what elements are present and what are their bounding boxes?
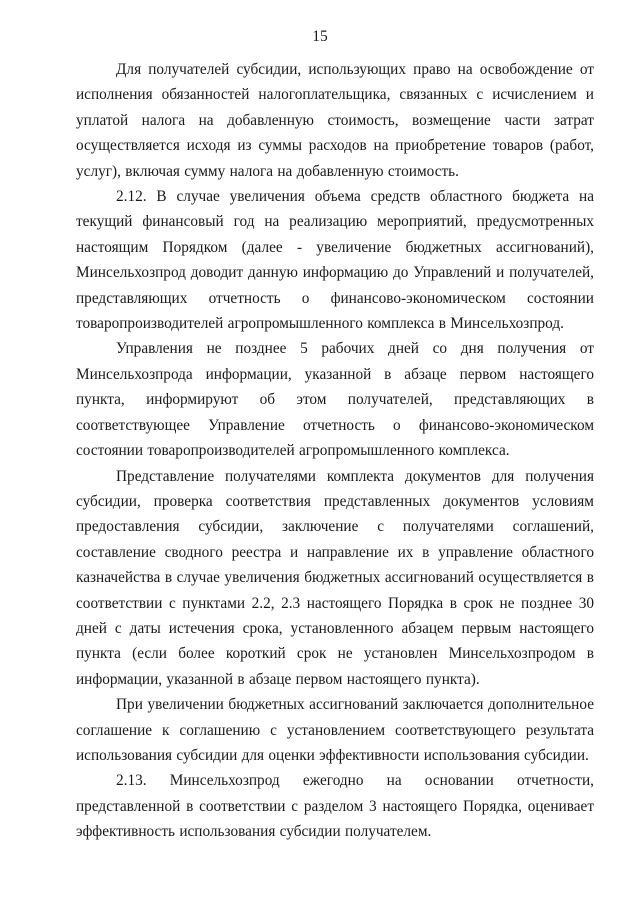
paragraph-vat-exemption: Для получателей субсидии, использующих право на освобождение от исполнения обязанностей налогоплательщика, связанных с исчислением и уплатой налога на добавленную стоимость, возмещение части затрат осуществляется исходя из суммы расходов на приобретение товаров (работ, услуг), включая сумму налога на добавленную стоимость. — [76, 61, 594, 180]
page-number: 15 — [312, 28, 328, 45]
paragraph-additional-agreement: При увеличении бюджетных ассигнований заключается дополнительное соглашение к соглашению с установлением соответствующего результата использования субсидии для оценки эффективности использования субсидии. — [76, 696, 594, 764]
paragraph-document-submission: Представление получателями комплекта документов для получения субсидии, проверка соответствия представленных документов условиям предоставления субсидии, заключение с получателями соглашений, составление сводного реестра и направление их в управление областного казначейства в случае увеличения бюджетных ассигнований осуществляется в соответствии с пунктами 2.2, 2.3 настоящего Порядка в срок не позднее 30 дней с даты истечения срока, установленного абзацем первым настоящего пункта (если более короткий срок не установлен Минсельхозпродом в информации, указанной в абзаце первом настоящего пункта). — [76, 467, 594, 688]
paragraph-2-13: 2.13. Минсельхозпрод ежегодно на основании отчетности, представленной в соответствии с разделом 3 настоящего Порядка, оценивает эффективность использования субсидии получателем. — [76, 772, 594, 841]
paragraph-departments-notify: Управления не позднее 5 рабочих дней со дня получения от Минсельхозпрода информации, указанной в абзаце первом настоящего пункта, информируют об этом получателей, представляющих в соответствующее Управление отчетность о финансово-экономическом состоянии товаропроизводителей агропромышленного комплекса. — [76, 340, 594, 460]
body-text — [76, 57, 594, 845]
paragraph-2-12: 2.12. В случае увеличения объема средств областного бюджета на текущий финансовый год на реализацию мероприятий, предусмотренных настоящим Порядком (далее - увеличение бюджетных ассигнований), Минсельхозпрод доводит данную информацию до Управлений и получателей, представляющих отчетность о финансово-экономическом состоянии товаропроизводителей агропромышленного комплекса в Минсельхозпрод. — [76, 188, 594, 333]
